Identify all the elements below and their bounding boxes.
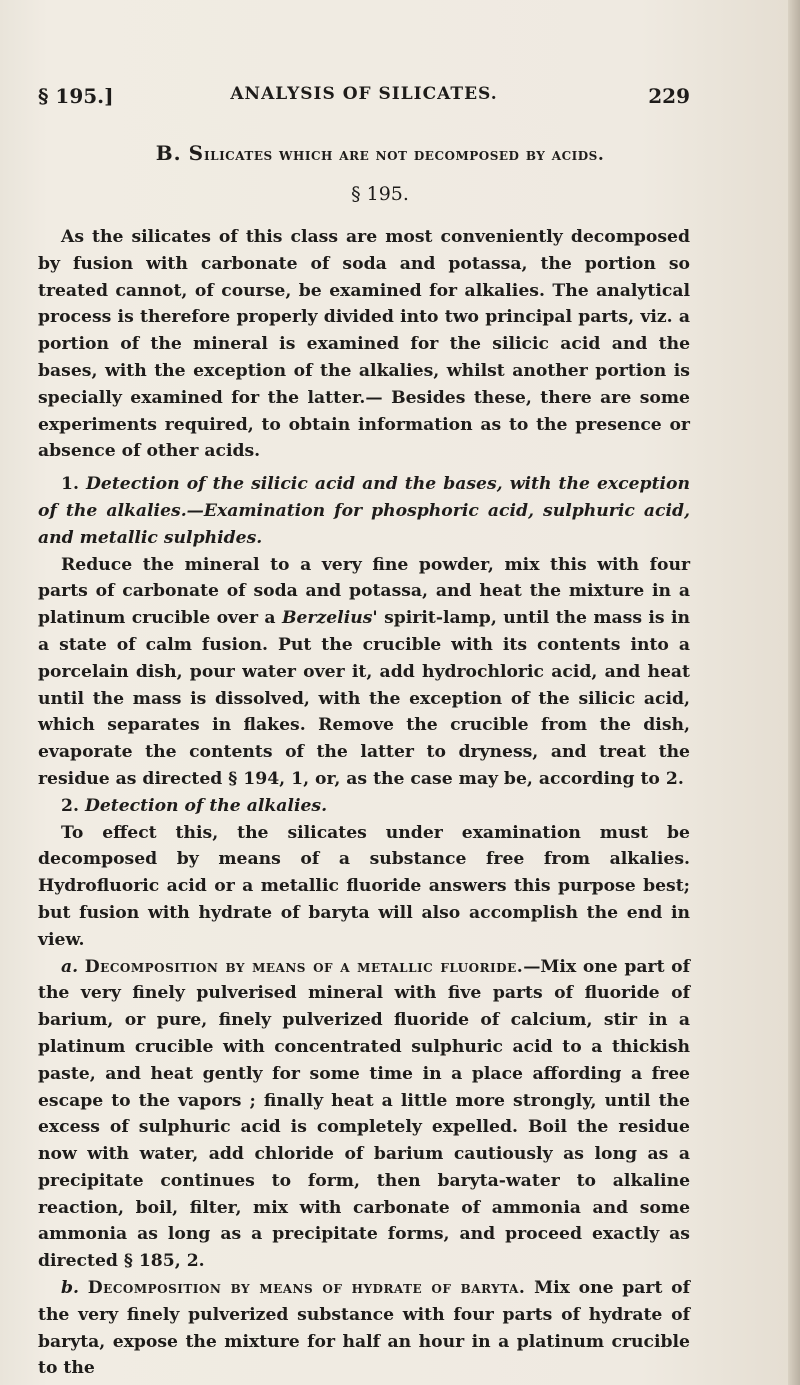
sub-b-title: Decomposition by means of hydrate of baryta. <box>87 1278 526 1299</box>
item2-paragraph: To effect this, the silicates under examination must be decomposed by means of a substance free from alkalies. Hydrofluoric acid or a metallic fluoride answers this purpose best; but fusion with hydrate of baryta will also accomplish the end in view. <box>38 822 690 950</box>
body-text <box>38 224 690 1382</box>
page-number: 229 <box>648 84 690 108</box>
item2-number: 2. <box>61 795 79 816</box>
item2-title: Detection of the alkalies. <box>84 795 328 816</box>
item2-heading <box>38 793 690 820</box>
header-title: ANALYSIS OF SILICATES. <box>230 84 498 104</box>
item1-title: Detection of the silicic acid and the bases, with the exception of the alkalies.—Examination for phosphoric acid, sulphuric acid, and metallic sulphides. <box>38 474 691 548</box>
heading-text: ilicates which are not decomposed by acids. <box>204 145 605 165</box>
sub-a-paragraph <box>38 954 690 1276</box>
sub-a-title: Decomposition by means of a metallic fluoride. <box>84 956 524 977</box>
page-edge <box>788 0 800 1385</box>
item1-paragraph <box>38 552 690 793</box>
sub-a-letter: a. <box>61 956 79 977</box>
heading-initial: S <box>188 141 205 165</box>
item1-heading <box>38 471 690 551</box>
item1-number: 1. <box>61 474 79 495</box>
section-mark: § 195. <box>351 183 409 205</box>
heading-letter: B. <box>155 141 182 165</box>
sub-b-letter: b. <box>61 1278 80 1299</box>
sub-a-text: —Mix one part of the very finely pulverised mineral with five parts of fluoride of barium, or pure, finely pulverized fluoride of calcium, stir in a platinum crucible with concentrated sulphuric acid to a thickish paste, and heat gently for some time in a place affording a free escape to the vapors ; finally heat a little more strongly, until the excess of sulphuric acid is completely expelled. Boil the residue now with water, add chloride of barium cautiously as long as a precipitate continues to form, then baryta-water to alkaline reaction, boil, filter, mix with carbonate of ammonia and some ammonia as long as a precipitate forms, and proceed exactly as directed § 185, 2. <box>38 956 691 1272</box>
running-head <box>38 84 690 114</box>
sub-b-text: Mix one part of the very finely pulverized substance with four parts of hydrate of baryta, expose the mixture for half an hour in a platinum crucible to the <box>38 1278 691 1379</box>
item1-text-italic: Berzelius' <box>281 608 378 629</box>
sub-b-paragraph <box>38 1275 690 1382</box>
item1-text-before: Reduce the mineral to a very fine powder, mix this with four parts of carbonate of soda and potassa, and heat the mixture in a platinum crucible over a <box>38 554 690 629</box>
item1-text-after: spirit-lamp, until the mass is in a state of calm fusion. Put the crucible with its contents into a porcelain dish, pour water over it, add hydrochloric acid, and heat until the mass is dissolved, with the exception of the silicic acid, which separates in flakes. Remove the crucible from the dish, evaporate the contents of the latter to dryness, and treat the residue as directed § 194, 1, or, as the case may be, according to 2. <box>38 608 691 789</box>
intro-paragraph: As the silicates of this class are most conveniently decomposed by fusion with carbonate of soda and potassa, the portion so treated cannot, of course, be examined for alkalies. The analytical process is therefore properly divided into two principal parts, viz. a portion of the mineral is examined for the silicic acid and the bases, with the exception of the alkalies, whilst another portion is specially examined for the latter.— Besides these, there are some experiments required, to obtain information as to the presence or absence of other acids. <box>38 227 690 462</box>
header-section-ref: § 195.] <box>38 84 114 108</box>
chapter-heading <box>70 141 690 165</box>
